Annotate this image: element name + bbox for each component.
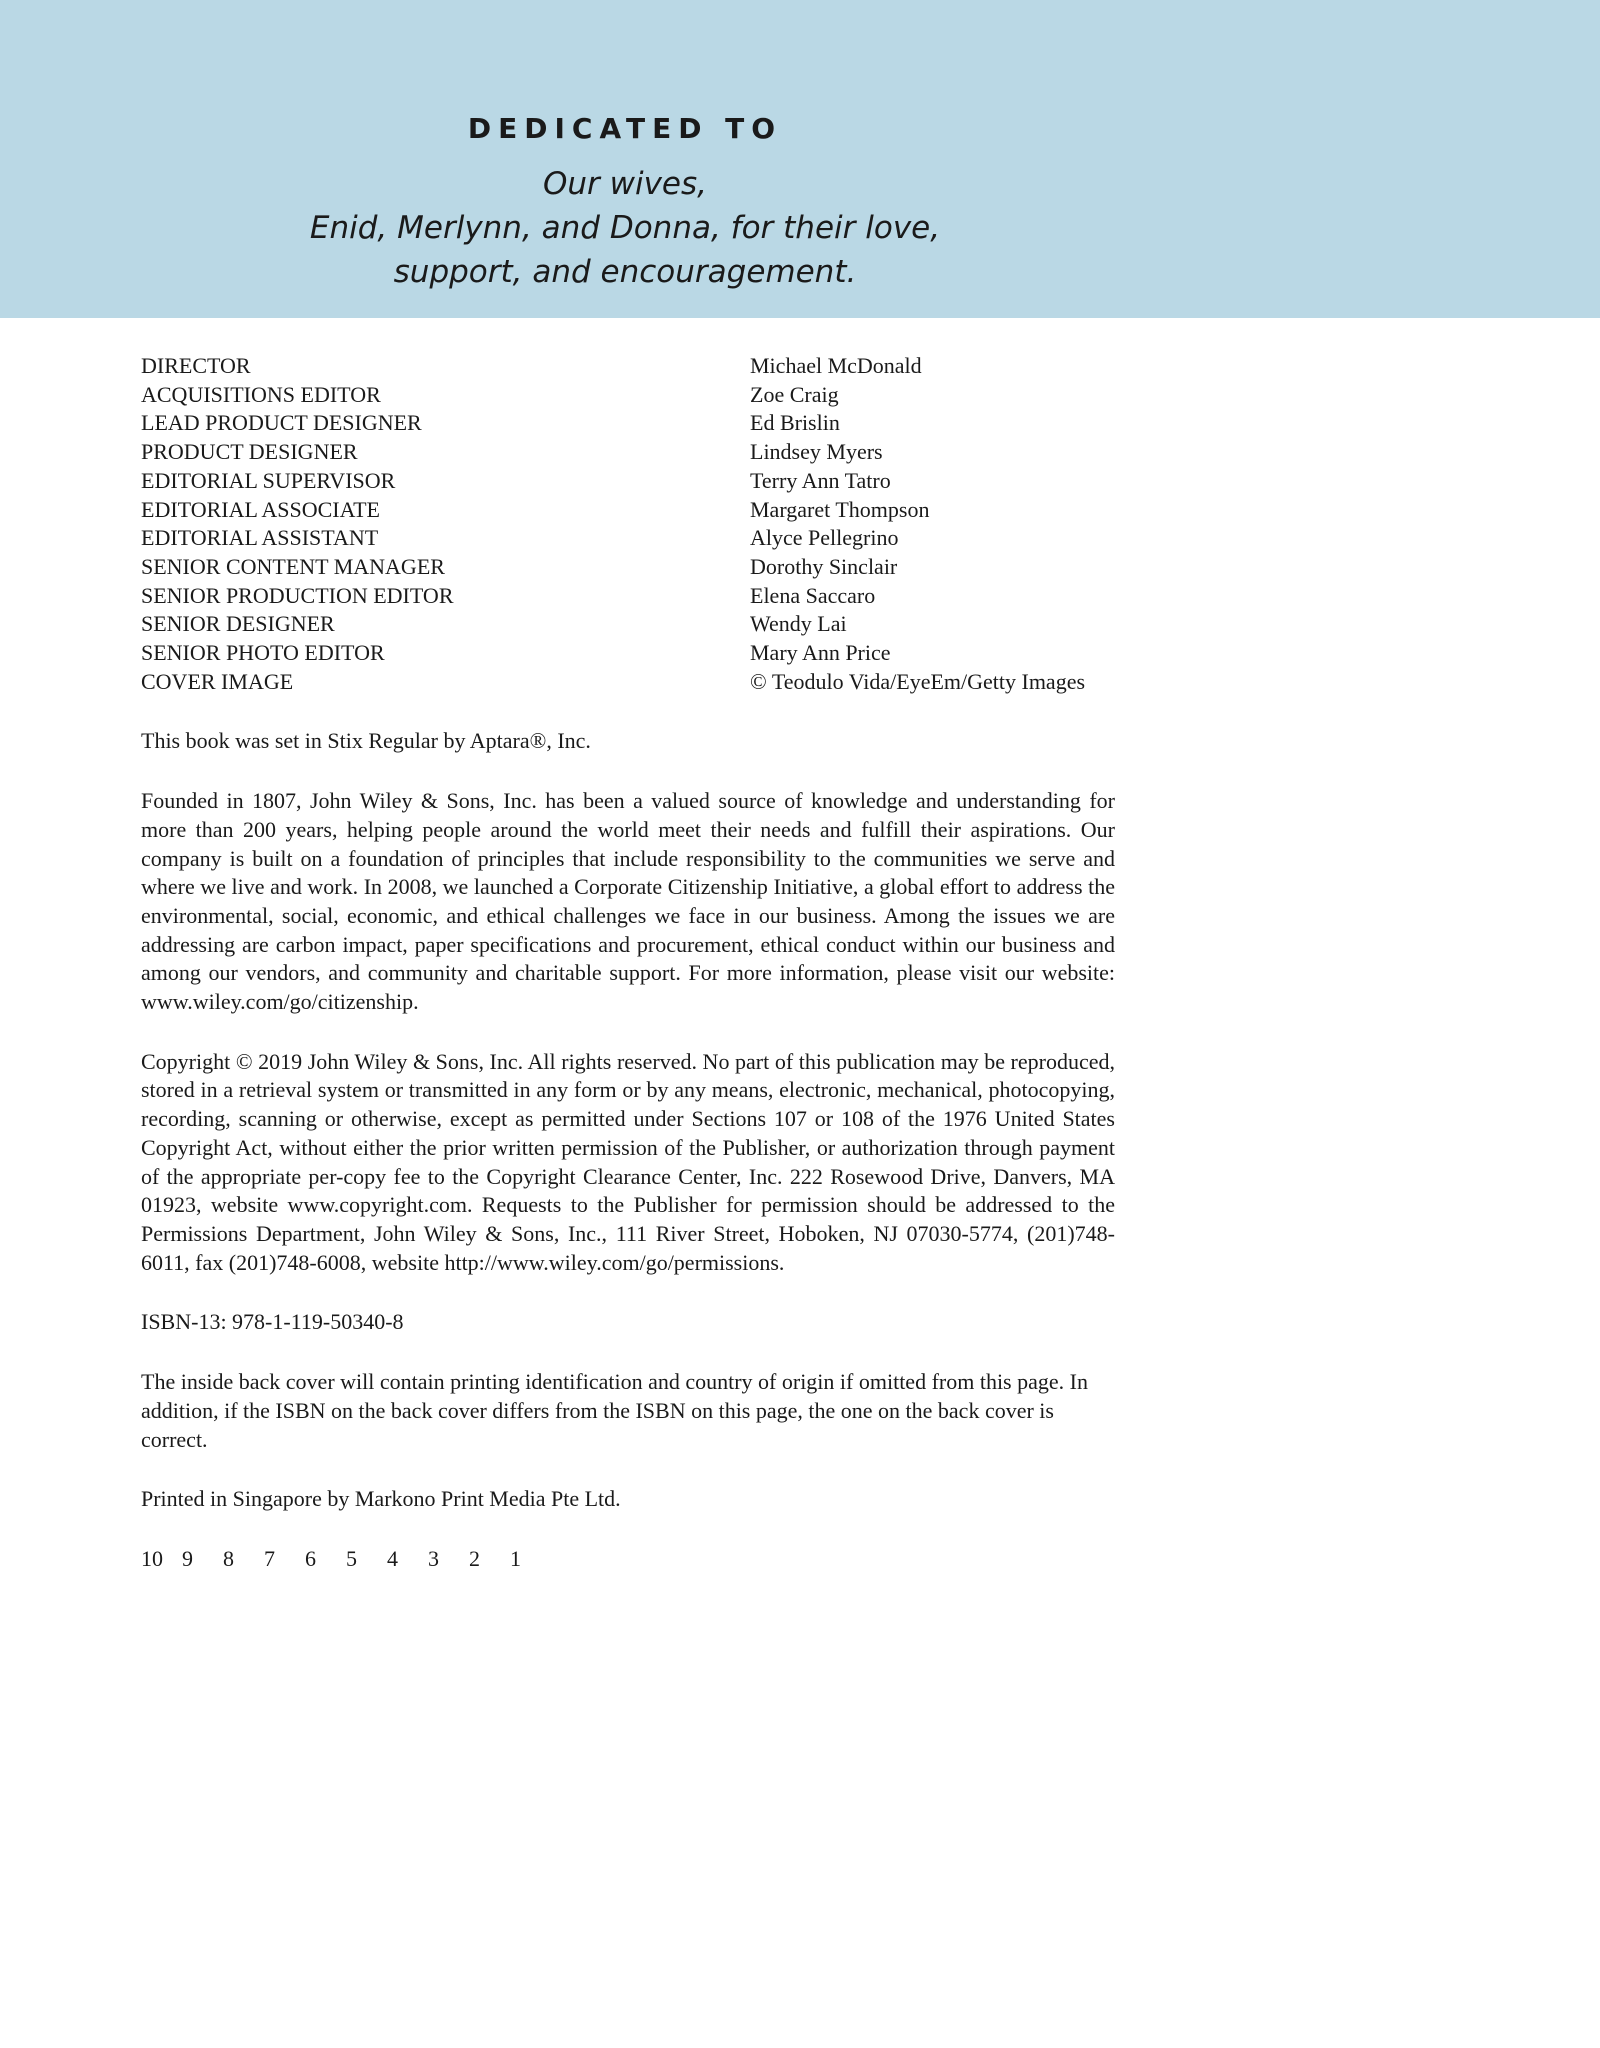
- credit-name: Wendy Lai: [750, 611, 847, 637]
- dedication-line: support, and encouragement.: [393, 254, 857, 290]
- printing-number: 8: [223, 1545, 234, 1571]
- credit-role: PRODUCT DESIGNER: [141, 439, 358, 465]
- credit-role: LEAD PRODUCT DESIGNER: [141, 410, 422, 436]
- printing-number: 9: [182, 1545, 193, 1571]
- credit-name: Michael McDonald: [750, 353, 922, 378]
- isbn-line: ISBN-13: 978-1-119-50340-8: [141, 1309, 404, 1335]
- back-cover-note: The inside back cover will contain printing identification and country of origin if omitted from this page. In addition, if the ISBN on the back cover differs from the ISBN on this page, the one on the back cover is correct.: [141, 1369, 1088, 1452]
- printing-number: 10: [141, 1545, 163, 1571]
- printing-number: 1: [510, 1545, 521, 1571]
- credit-role: ACQUISITIONS EDITOR: [141, 381, 381, 407]
- credit-name: Margaret Thompson: [750, 496, 930, 522]
- credit-name: Alyce Pellegrino: [750, 525, 899, 551]
- printing-number: 5: [346, 1545, 357, 1571]
- credit-name: Zoe Craig: [750, 381, 839, 407]
- printing-number: 2: [469, 1545, 480, 1571]
- credit-name: © Teodulo Vida/EyeEm/Getty Images: [750, 668, 1086, 694]
- credit-role: SENIOR PRODUCTION EDITOR: [141, 582, 454, 608]
- credit-role: EDITORIAL ASSISTANT: [141, 525, 379, 551]
- credit-role: DIRECTOR: [141, 353, 251, 378]
- founded-paragraph: Founded in 1807, John Wiley & Sons, Inc. has been a valued source of knowledge and understanding for more than 200 years, helping people around the world meet their needs and fulfill their aspirations. Our company is built on a foundation of principles that include responsibility to the communities we serve and where we live and work. In 2008, we launched a Corporate Citizenship Initiative, a global effort to address the environmental, social, economic, and ethical challenges we face in our business. Among the issues we are addressing are carbon impact, paper specifications and procurement, ethical conduct within our business and among our vendors, and community and charitable support. For more information, please visit our website: www.wiley.com/go/citizenship.: [141, 788, 1115, 1015]
- dedication-heading: DEDICATED TO: [467, 112, 783, 145]
- credit-role: EDITORIAL SUPERVISOR: [141, 467, 396, 493]
- credit-name: Ed Brislin: [750, 410, 840, 436]
- credit-role: COVER IMAGE: [141, 668, 294, 694]
- credit-role: SENIOR CONTENT MANAGER: [141, 553, 445, 579]
- credit-name: Elena Saccaro: [750, 582, 876, 608]
- credit-role: SENIOR DESIGNER: [141, 611, 335, 637]
- typeset-note: This book was set in Stix Regular by Aptara®, Inc.: [141, 728, 591, 754]
- credit-name: Terry Ann Tatro: [750, 467, 891, 493]
- dedication-text: [0, 162, 1250, 294]
- credit-name: Dorothy Sinclair: [750, 553, 898, 579]
- copyright-page-content: [141, 352, 1115, 1574]
- credits-list: [141, 352, 1115, 696]
- printing-number: 6: [305, 1545, 316, 1571]
- credit-name: Lindsey Myers: [750, 439, 883, 465]
- dedication-line: Enid, Merlynn, and Donna, for their love,: [309, 210, 941, 246]
- credit-role: EDITORIAL ASSOCIATE: [141, 496, 380, 522]
- printing-number: 3: [428, 1545, 439, 1571]
- printing-number-line: [141, 1545, 1115, 1574]
- dedication-band: [0, 0, 1600, 318]
- credit-name: Mary Ann Price: [750, 640, 891, 666]
- printing-number: 4: [387, 1545, 398, 1571]
- credit-role: SENIOR PHOTO EDITOR: [141, 640, 385, 666]
- copyright-paragraph: Copyright © 2019 John Wiley & Sons, Inc. All rights reserved. No part of this publication may be reproduced, stored in a retrieval system or transmitted in any form or by any means, electronic, mechanical, photocopying, recording, scanning or otherwise, except as permitted under Sections 107 or 108 of the 1976 United States Copyright Act, without either the prior written permission of the Publisher, or authorization through payment of the appropriate per-copy fee to the Copyright Clearance Center, Inc. 222 Rosewood Drive, Danvers, MA 01923, website www.copyright.com. Requests to the Publisher for permission should be addressed to the Permissions Department, John Wiley & Sons, Inc., 111 River Street, Hoboken, NJ 07030-5774, (201)748-6011, fax (201)748-6008, website http://www.wiley.com/​go/permissions.: [141, 1048, 1115, 1275]
- dedication-line: Our wives,: [542, 166, 708, 202]
- printed-note: Printed in Singapore by Markono Print Media Pte Ltd.: [141, 1486, 621, 1512]
- printing-number: 7: [264, 1545, 275, 1571]
